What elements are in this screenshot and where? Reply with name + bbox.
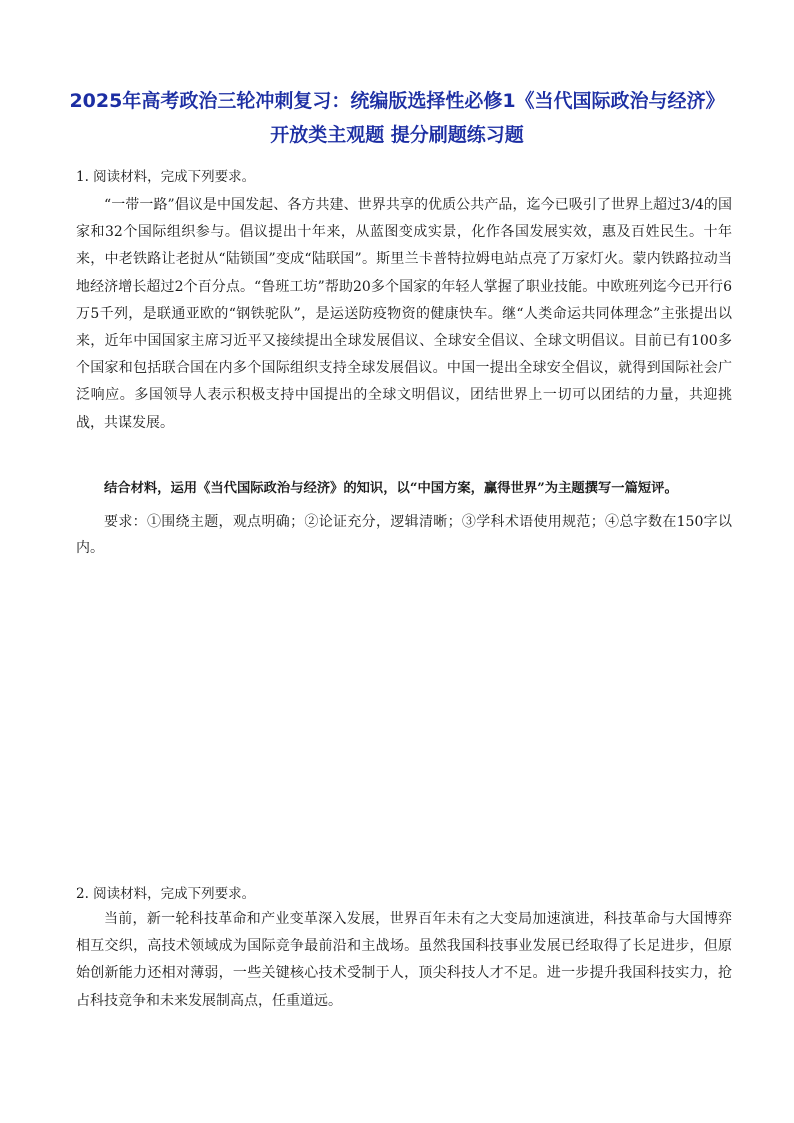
- question-1-task: 结合材料，运用《当代国际政治与经济》的知识，以“中国方案，赢得世界”为主题撰写一篇短评。: [104, 481, 678, 496]
- question-2-heading: 2. 阅读材料，完成下列要求。: [76, 886, 256, 902]
- document-title: 2025年高考政治三轮冲刺复习：统编版选择性必修1《当代国际政治与经济》开放类主观题 提分刷题练习题: [69, 90, 725, 146]
- answer-space: [76, 570, 732, 870]
- question-1-heading: 1. 阅读材料，完成下列要求。: [76, 169, 256, 185]
- question-2-material: 当前，新一轮科技革命和产业变革深入发展，世界百年未有之大变局加速演进，科技革命与大国博弈相互交织，高技术领域成为国际竞争最前沿和主战场。虽然我国科技事业发展已经取得了长足进步，但原始创新能力还相对薄弱，一些关键核心技术受制于人，顶尖科技人才不足。进一步提升我国科技实力，抢占科技竞争和未来发展制高点，任重道远。: [76, 911, 732, 1009]
- question-1-material: “一带一路”倡议是中国发起、各方共建、世界共享的优质公共产品，迄今已吸引了世界上超过3/4的国家和32个国际组织参与。倡议提出十年来，从蓝图变成实景，化作各国发展实效，惠及百姓民生。十年来，中老铁路让老挝从“陆锁国”变成“陆联国”。斯里兰卡普特拉姆电站点亮了万家灯火。蒙内铁路拉动当地经济增长超过2个百分点。“鲁班工坊”帮助20多个国家的年轻人掌握了职业技能。中欧班列迄今已开行6万5千列，是联通亚欧的“钢铁驼队”，是运送防疫物资的健康快车。继“人类命运共同体理念”主张提出以来，近年中国国家主席习近平又接续提出全球发展倡议、全球安全倡议、全球文明倡议。目前已有100多个国家和包括联合国在内多个国际组织支持全球发展倡议。中国一提出全球安全倡议，就得到国际社会广泛响应。多国领导人表示积极支持中国提出的全球文明倡议，团结世界上一切可以团结的力量，共迎挑战，共谋发展。: [76, 197, 732, 431]
- question-1-requirements: 要求：①围绕主题，观点明确；②论证充分，逻辑清晰；③学科术语使用规范；④总字数在150字以内。: [76, 514, 732, 556]
